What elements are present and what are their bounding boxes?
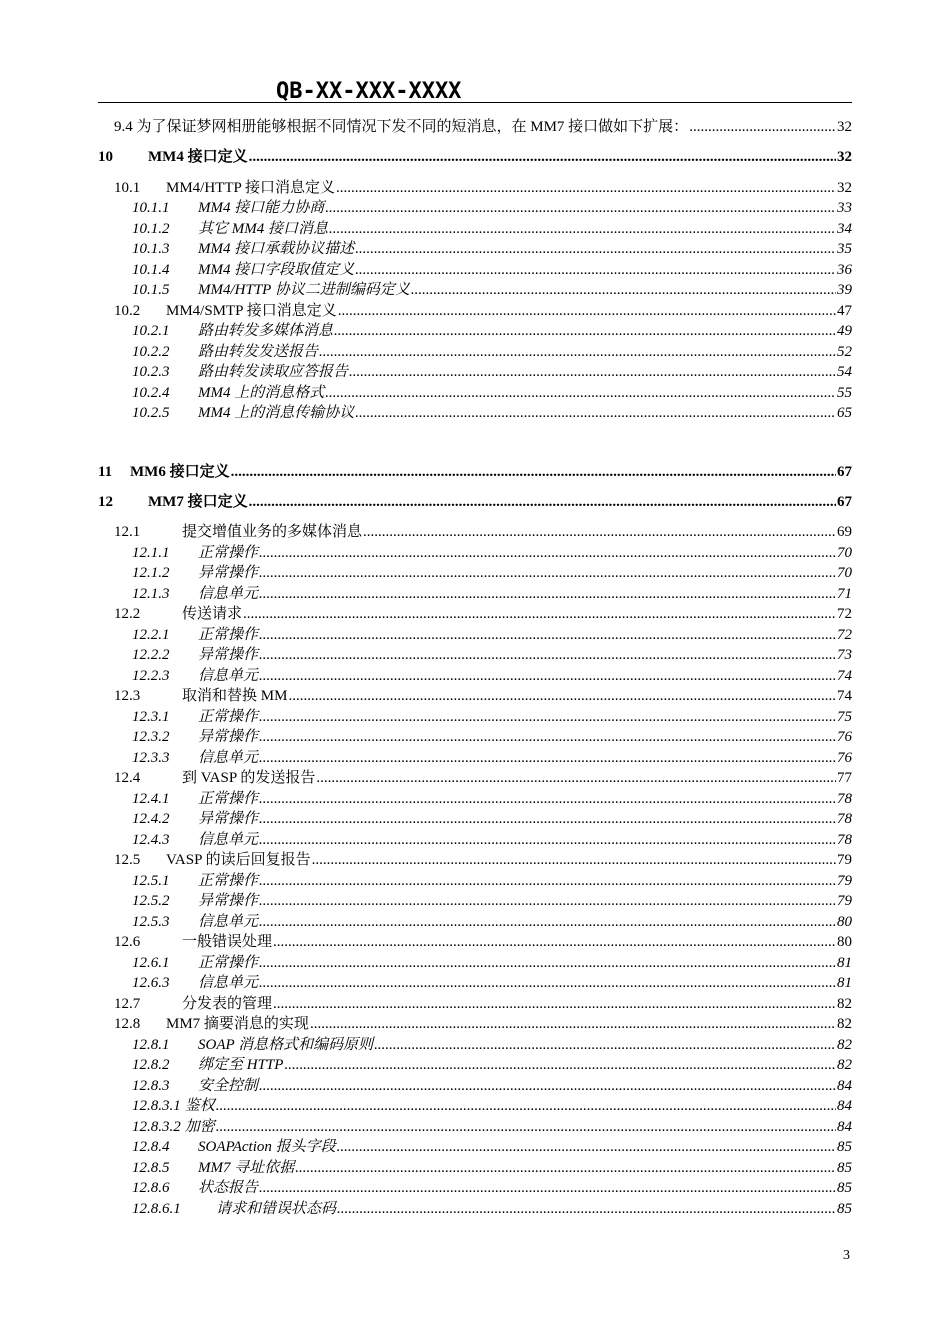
toc-entry[interactable]	[98, 994, 852, 1014]
toc-entry[interactable]	[98, 768, 852, 788]
toc-entry[interactable]	[98, 1137, 852, 1157]
toc-entry-page: 78	[837, 791, 852, 807]
toc-dot-leader	[259, 953, 836, 973]
toc-entry-title: MM4 接口定义	[148, 149, 248, 165]
toc-entry-number: 12.8.3.2	[132, 1119, 181, 1135]
toc-entry-title: 到 VASP 的发送报告	[182, 770, 316, 786]
toc-dot-leader	[295, 1158, 836, 1178]
toc-dot-leader	[259, 830, 836, 850]
toc-entry[interactable]	[98, 1158, 852, 1178]
toc-entry-title: 请求和错误状态码	[216, 1201, 337, 1217]
toc-entry-title: MM7 摘要消息的实现	[166, 1016, 309, 1032]
toc-entry[interactable]	[98, 462, 852, 482]
toc-entry-title: 正常操作	[198, 627, 259, 643]
toc-entry-number: 10.2.5	[132, 405, 170, 421]
toc-entry-page: 36	[837, 262, 852, 278]
toc-entry-page: 35	[837, 241, 852, 257]
toc-entry-number: 12.6.1	[132, 955, 170, 971]
toc-entry-number: 12.3.2	[132, 729, 170, 745]
toc-entry[interactable]	[98, 1014, 852, 1034]
toc-entry-number: 12.2.3	[132, 668, 170, 684]
toc-dot-leader	[259, 584, 836, 604]
toc-entry-page: 81	[837, 975, 852, 991]
toc-entry-number: 10.2.3	[132, 364, 170, 380]
toc-entry-page: 82	[837, 1057, 852, 1073]
toc-entry-title: MM4 上的消息传输协议	[198, 405, 355, 421]
toc-entry[interactable]	[98, 666, 852, 686]
toc-dot-leader	[231, 462, 836, 482]
toc-entry-title: 取消和替换 MM	[182, 688, 288, 704]
toc-dot-leader	[325, 383, 836, 403]
toc-entry-page: 70	[837, 565, 852, 581]
toc-dot-leader	[273, 932, 836, 952]
toc-entry-number: 10.1.5	[132, 282, 170, 298]
toc-entry[interactable]	[98, 260, 852, 280]
toc-entry-number: 12.1.2	[132, 565, 170, 581]
toc-entry-number: 12.8.5	[132, 1160, 170, 1176]
toc-entry-number: 12.1.3	[132, 586, 170, 602]
toc-entry-title: MM4 接口能力协商	[198, 200, 325, 216]
toc-dot-leader	[259, 748, 836, 768]
toc-entry-title: MM6 接口定义	[130, 464, 230, 480]
toc-entry-title: 异常操作	[198, 647, 259, 663]
toc-entry[interactable]	[98, 1117, 852, 1137]
toc-entry[interactable]	[98, 850, 852, 870]
toc-entry[interactable]	[98, 403, 852, 423]
toc-dot-leader	[284, 1055, 836, 1075]
toc-entry-title: 正常操作	[198, 709, 259, 725]
toc-entry-page: 72	[837, 606, 852, 622]
toc-entry[interactable]	[98, 563, 852, 583]
toc-entry-number: 12.7	[114, 996, 141, 1012]
toc-entry-page: 67	[837, 494, 852, 510]
toc-entry[interactable]	[98, 953, 852, 973]
toc-entry[interactable]	[98, 604, 852, 624]
toc-entry-number: 12.8.2	[132, 1057, 170, 1073]
toc-entry-page: 85	[837, 1180, 852, 1196]
toc-entry-number: 10.1.3	[132, 241, 170, 257]
toc-entry-page: 47	[837, 303, 852, 319]
toc-entry-number: 12.6	[114, 934, 141, 950]
toc-entry[interactable]	[98, 219, 852, 239]
toc-entry-number: 12.1	[114, 524, 141, 540]
toc-entry-title: 鉴权	[184, 1098, 215, 1114]
toc-entry[interactable]	[98, 584, 852, 604]
toc-entry-page: 85	[837, 1160, 852, 1176]
toc-entry-number: 12.8	[114, 1016, 141, 1032]
toc-entry-title: MM4 上的消息格式	[198, 385, 325, 401]
toc-dot-leader	[259, 625, 836, 645]
toc-dot-leader	[316, 768, 836, 788]
toc-entry-title: 信息单元	[198, 832, 259, 848]
toc-dot-leader	[363, 522, 836, 542]
toc-dot-leader	[337, 1199, 836, 1219]
toc-entry-number: 12.8.3	[132, 1078, 170, 1094]
toc-entry[interactable]	[98, 342, 852, 362]
toc-dot-leader	[259, 809, 836, 829]
toc-entry-title: 正常操作	[198, 873, 259, 889]
toc-entry[interactable]	[98, 809, 852, 829]
toc-dot-leader	[337, 1137, 836, 1157]
toc-entry-title: MM4 接口承载协议描述	[198, 241, 355, 257]
toc-dot-leader	[249, 492, 836, 512]
toc-entry-title: 9.4 为了保证梦网相册能够根据不同情况下发不同的短消息，在 MM7 接口做如下扩展：	[114, 119, 689, 135]
toc-entry-page: 72	[837, 627, 852, 643]
toc-entry[interactable]	[98, 1199, 852, 1219]
toc-entry-page: 84	[837, 1098, 852, 1114]
toc-dot-leader	[319, 342, 836, 362]
toc-entry-page: 76	[837, 729, 852, 745]
toc-entry[interactable]	[98, 686, 852, 706]
toc-entry[interactable]	[98, 932, 852, 952]
toc-entry-page: 84	[837, 1078, 852, 1094]
toc-entry-page: 75	[837, 709, 852, 725]
toc-dot-leader	[336, 178, 836, 198]
toc-entry-page: 85	[837, 1139, 852, 1155]
toc-dot-leader	[243, 604, 836, 624]
toc-entry-number: 12.8.6.1	[132, 1201, 181, 1217]
toc-dot-leader	[259, 645, 836, 665]
toc-entry-page: 85	[837, 1201, 852, 1217]
toc-entry-title: 正常操作	[198, 955, 259, 971]
toc-entry-page: 54	[837, 364, 852, 380]
toc-entry[interactable]	[98, 1035, 852, 1055]
toc-entry[interactable]	[98, 280, 852, 300]
toc-entry-number: 12.5	[114, 852, 141, 868]
toc-entry-page: 82	[837, 1016, 852, 1032]
toc-entry-page: 69	[837, 524, 852, 540]
toc-dot-leader	[338, 301, 836, 321]
toc-entry-title: 正常操作	[198, 791, 259, 807]
toc-entry-page: 52	[837, 344, 852, 360]
toc-entry-title: 信息单元	[198, 586, 259, 602]
toc-dot-leader	[310, 1014, 836, 1034]
toc-entry-number: 12.1.1	[132, 545, 170, 561]
toc-entry-title: 信息单元	[198, 668, 259, 684]
toc-dot-leader	[259, 666, 836, 686]
toc-entry-number: 11	[98, 464, 113, 480]
toc-entry-title: 安全控制	[198, 1078, 259, 1094]
toc-entry-title: SOAP 消息格式和编码原则	[198, 1037, 374, 1053]
toc-entry-number: 12.5.1	[132, 873, 170, 889]
toc-dot-leader	[259, 789, 836, 809]
toc-dot-leader	[689, 117, 836, 137]
toc-entry[interactable]	[98, 871, 852, 891]
toc-entry-page: 32	[837, 180, 852, 196]
toc-entry-page: 67	[837, 464, 852, 480]
toc-entry-title: MM4/HTTP 协议二进制编码定义	[198, 282, 410, 298]
toc-dot-leader	[334, 321, 836, 341]
toc-entry[interactable]	[98, 522, 852, 542]
toc-entry-number: 12.2	[114, 606, 141, 622]
toc-dot-leader	[312, 850, 836, 870]
toc-entry[interactable]	[98, 362, 852, 382]
toc-entry-number: 10.1.4	[132, 262, 170, 278]
toc-entry-number: 12.4	[114, 770, 141, 786]
toc-dot-leader	[374, 1035, 836, 1055]
toc-entry-number: 12.5.3	[132, 914, 170, 930]
toc-entry-number: 12.3.3	[132, 750, 170, 766]
toc-entry-page: 33	[837, 200, 852, 216]
toc-entry-number: 12.3.1	[132, 709, 170, 725]
toc-entry-page: 65	[837, 405, 852, 421]
toc-entry[interactable]	[98, 147, 852, 167]
toc-entry-page: 79	[837, 852, 852, 868]
toc-entry-title: 异常操作	[198, 565, 259, 581]
toc-dot-leader	[325, 198, 836, 218]
toc-entry[interactable]	[98, 891, 852, 911]
toc-entry-number: 12	[98, 494, 113, 510]
toc-entry-page: 71	[837, 586, 852, 602]
toc-entry[interactable]	[98, 301, 852, 321]
toc-entry[interactable]	[98, 383, 852, 403]
toc-entry[interactable]	[98, 1178, 852, 1198]
toc-entry-page: 55	[837, 385, 852, 401]
toc-entry-title: MM4/HTTP 接口消息定义	[166, 180, 336, 196]
toc-entry-number: 12.8.3.1	[132, 1098, 181, 1114]
toc-entry[interactable]	[98, 973, 852, 993]
toc-entry-number: 10.2.2	[132, 344, 170, 360]
toc-entry-title: 信息单元	[198, 914, 259, 930]
toc-entry-page: 80	[837, 934, 852, 950]
toc-entry-number: 10.2.1	[132, 323, 170, 339]
toc-entry-number: 10.2	[114, 303, 141, 319]
toc-dot-leader	[288, 686, 836, 706]
toc-entry-page: 80	[837, 914, 852, 930]
toc-entry-page: 77	[837, 770, 852, 786]
toc-entry-title: 状态报告	[198, 1180, 259, 1196]
toc-entry-number: 12.8.1	[132, 1037, 170, 1053]
toc-entry-number: 10	[98, 149, 113, 165]
toc-entry-page: 82	[837, 996, 852, 1012]
toc-dot-leader	[355, 403, 836, 423]
toc-entry-title: 路由转发多媒体消息	[198, 323, 334, 339]
toc-entry-number: 12.4.2	[132, 811, 170, 827]
toc-entry-title: 提交增值业务的多媒体消息	[182, 524, 363, 540]
toc-dot-leader	[259, 563, 836, 583]
toc-entry[interactable]	[98, 830, 852, 850]
toc-dot-leader	[216, 1117, 836, 1137]
toc-entry-title: 异常操作	[198, 729, 259, 745]
toc-dot-leader	[355, 260, 836, 280]
toc-entry-number: 12.8.4	[132, 1139, 170, 1155]
toc-entry[interactable]	[98, 1096, 852, 1116]
toc-entry-page: 39	[837, 282, 852, 298]
page-number: 3	[843, 1248, 850, 1263]
toc-entry-page: 79	[837, 893, 852, 909]
toc-dot-leader	[216, 1096, 836, 1116]
toc-entry-number: 10.1.1	[132, 200, 170, 216]
header-rule	[98, 102, 852, 103]
toc-dot-leader	[249, 147, 836, 167]
toc-entry-title: SOAPAction 报头字段	[198, 1139, 336, 1155]
toc-entry[interactable]	[98, 321, 852, 341]
toc-entry-page: 34	[837, 221, 852, 237]
toc-entry-number: 12.3	[114, 688, 141, 704]
toc-entry-title: 加密	[184, 1119, 215, 1135]
toc-entry-number: 10.1.2	[132, 221, 170, 237]
document-code-title: QB-XX-XXX-XXXX	[276, 79, 462, 104]
toc-dot-leader	[259, 543, 836, 563]
toc-entry[interactable]	[98, 625, 852, 645]
toc-entry-title: 路由转发读取应答报告	[198, 364, 349, 380]
toc-entry-number: 12.4.1	[132, 791, 170, 807]
toc-dot-leader	[259, 707, 836, 727]
toc-dot-leader	[259, 912, 836, 932]
toc-entry-title: 信息单元	[198, 975, 259, 991]
toc-entry-number: 12.8.6	[132, 1180, 170, 1196]
toc-entry-title: 传送请求	[182, 606, 243, 622]
toc-entry[interactable]	[98, 239, 852, 259]
toc-entry[interactable]	[98, 117, 852, 137]
toc-dot-leader	[273, 994, 836, 1014]
toc-entry-page: 79	[837, 873, 852, 889]
toc-dot-leader	[355, 239, 836, 259]
toc-entry-page: 73	[837, 647, 852, 663]
toc-entry-title: VASP 的读后回复报告	[166, 852, 311, 868]
toc-entry-title: MM7 寻址依据	[198, 1160, 295, 1176]
toc-entry-page: 32	[837, 149, 852, 165]
toc-entry-number: 12.5.2	[132, 893, 170, 909]
toc-entry-page: 84	[837, 1119, 852, 1135]
toc-entry[interactable]	[98, 1076, 852, 1096]
toc-dot-leader	[411, 280, 836, 300]
toc-entry-page: 82	[837, 1037, 852, 1053]
toc-entry[interactable]	[98, 1055, 852, 1075]
toc-entry-page: 76	[837, 750, 852, 766]
toc-entry-number: 10.1	[114, 180, 141, 196]
toc-dot-leader	[259, 1076, 836, 1096]
toc-entry-title: 正常操作	[198, 545, 259, 561]
toc-entry-title: 路由转发发送报告	[198, 344, 319, 360]
toc-entry-page: 81	[837, 955, 852, 971]
toc-entry-number: 10.2.4	[132, 385, 170, 401]
toc-entry[interactable]	[98, 789, 852, 809]
toc-entry[interactable]	[98, 178, 852, 198]
toc-entry[interactable]	[98, 198, 852, 218]
toc-entry-title: 一般错误处理	[182, 934, 273, 950]
toc-entry[interactable]	[98, 543, 852, 563]
toc-entry-page: 74	[837, 688, 852, 704]
toc-entry[interactable]	[98, 727, 852, 747]
toc-entry-title: 分发表的管理	[182, 996, 273, 1012]
toc-entry-title: MM4 接口字段取值定义	[198, 262, 355, 278]
toc-entry-page: 49	[837, 323, 852, 339]
toc-entry[interactable]	[98, 645, 852, 665]
toc-dot-leader	[259, 871, 836, 891]
toc-entry[interactable]	[98, 707, 852, 727]
toc-entry-number: 12.2.1	[132, 627, 170, 643]
toc-dot-leader	[259, 891, 836, 911]
toc-entry-number: 12.2.2	[132, 647, 170, 663]
toc-entry-title: 异常操作	[198, 893, 259, 909]
toc-entry-title: MM7 接口定义	[148, 494, 248, 510]
toc-dot-leader	[259, 727, 836, 747]
toc-entry-number: 12.4.3	[132, 832, 170, 848]
toc-entry-number: 12.6.3	[132, 975, 170, 991]
toc-entry-title: 其它 MM4 接口消息	[198, 221, 328, 237]
toc-entry-title: MM4/SMTP 接口消息定义	[166, 303, 337, 319]
toc-entry[interactable]	[98, 492, 852, 512]
toc-dot-leader	[349, 362, 836, 382]
toc-dot-leader	[329, 219, 836, 239]
toc-entry-page: 70	[837, 545, 852, 561]
toc-dot-leader	[259, 973, 836, 993]
toc-entry-page: 78	[837, 832, 852, 848]
toc-entry[interactable]	[98, 748, 852, 768]
toc-entry-page: 74	[837, 668, 852, 684]
toc-entry-page: 32	[837, 119, 852, 135]
toc-dot-leader	[259, 1178, 836, 1198]
toc-entry-page: 78	[837, 811, 852, 827]
toc-entry[interactable]	[98, 912, 852, 932]
toc-entry-title: 绑定至 HTTP	[198, 1057, 284, 1073]
toc-entry-title: 异常操作	[198, 811, 259, 827]
toc-entry-title: 信息单元	[198, 750, 259, 766]
